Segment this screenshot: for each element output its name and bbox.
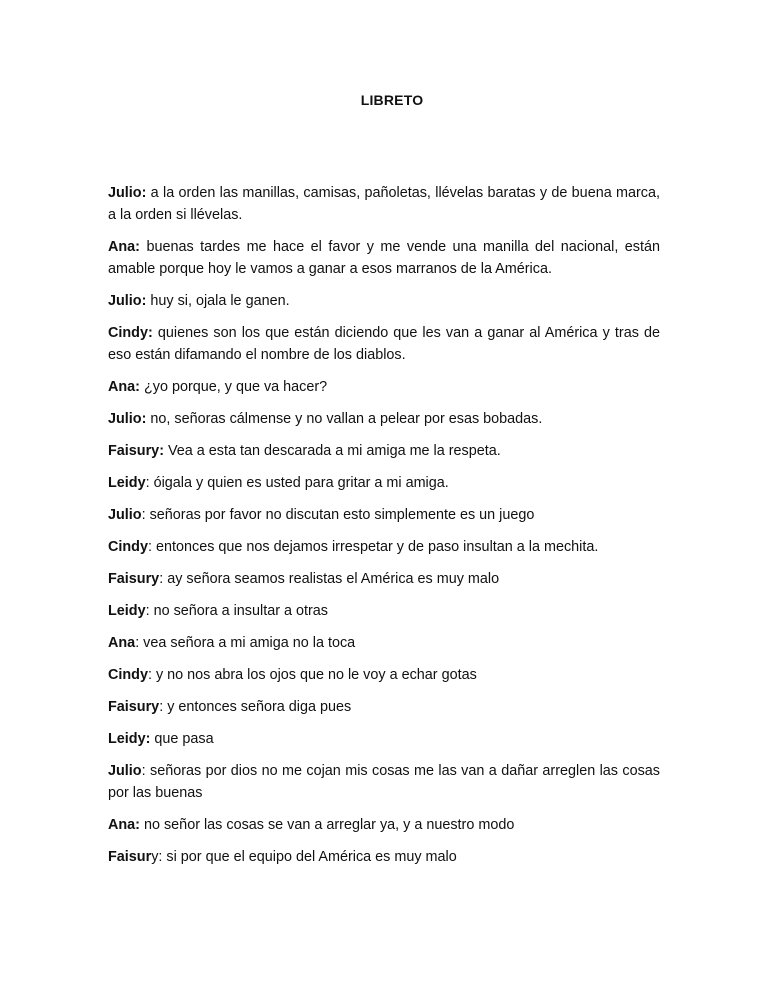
document-title-text: LIBRETO: [360, 92, 424, 108]
speaker-name: Ana:: [108, 379, 140, 395]
speaker-name: Leidy:: [108, 731, 151, 747]
dialogue-line: [108, 536, 660, 558]
dialogue-line: [108, 472, 660, 494]
dialogue-text: no, señoras cálmense y no vallan a pelear por esas bobadas.: [146, 411, 543, 427]
dialogue-line: [108, 408, 660, 430]
dialogue-text: no señor las cosas se van a arreglar ya, y a nuestro modo: [139, 817, 515, 833]
speaker-name: Leidy: [108, 475, 146, 491]
dialogue-text: : vea señora a mi amiga no la toca: [135, 635, 356, 651]
speaker-name: Faisury: [108, 699, 160, 715]
speaker-name: Faisury: [108, 571, 160, 587]
dialogue-line: [108, 728, 660, 750]
dialogue-text: ¿yo porque, y que va hacer?: [139, 379, 328, 395]
dialogue-text: : y no nos abra los ojos que no le voy a echar gotas: [147, 667, 477, 683]
dialogue-text: huy si, ojala le ganen.: [146, 293, 290, 309]
speaker-name: Ana: [108, 635, 136, 651]
dialogue-line: [108, 846, 660, 868]
dialogue-text: : óigala y quien es usted para gritar a mi amiga.: [145, 475, 449, 491]
dialogue-line: [108, 290, 660, 312]
dialogue-text: Vea a esta tan descarada a mi amiga me la respeta.: [163, 443, 501, 459]
dialogue-line: [108, 632, 660, 654]
dialogue-text: : ay señora seamos realistas el América es muy malo: [159, 571, 500, 587]
document-title: [0, 92, 768, 108]
dialogue-line: [108, 440, 660, 462]
speaker-name: Julio:: [108, 185, 147, 201]
speaker-name: Julio:: [108, 411, 147, 427]
dialogue-text: : entonces que nos dejamos irrespetar y de paso insultan a la mechita.: [147, 539, 599, 555]
dialogue-line: [108, 760, 660, 804]
speaker-name: Julio: [108, 763, 142, 779]
dialogue-text: quienes son los que están diciendo que les van a ganar al América y tras de eso están difamando el nombre de los diablos.: [108, 325, 660, 363]
dialogue-text: : señoras por dios no me cojan mis cosas me las van a dañar arreglen las cosas por las buenas: [108, 763, 660, 801]
dialogue-text: a la orden las manillas, camisas, pañoletas, llévelas baratas y de buena marca, a la orden si llévelas.: [108, 185, 660, 223]
dialogue-text: : señoras por favor no discutan esto simplemente es un juego: [141, 507, 535, 523]
dialogue-line: [108, 600, 660, 622]
dialogue-text: que pasa: [150, 731, 214, 747]
dialogue-line: [108, 504, 660, 526]
speaker-name: Leidy: [108, 603, 146, 619]
dialogue-line: [108, 376, 660, 398]
speaker-name: Julio:: [108, 293, 147, 309]
speaker-name: Cindy: [108, 667, 148, 683]
speaker-name: Ana:: [108, 239, 140, 255]
speaker-name: Cindy:: [108, 325, 153, 341]
dialogue-line: [108, 568, 660, 590]
speaker-name: Julio: [108, 507, 142, 523]
dialogue-text: : no señora a insultar a otras: [145, 603, 328, 619]
dialogue-text: y: si por que el equipo del América es muy malo: [151, 849, 457, 865]
speaker-name: Faisur: [108, 849, 152, 865]
script-body: [108, 182, 660, 878]
dialogue-line: [108, 696, 660, 718]
speaker-name: Faisury:: [108, 443, 164, 459]
dialogue-line: [108, 182, 660, 226]
dialogue-line: [108, 322, 660, 366]
dialogue-text: : y entonces señora diga pues: [159, 699, 352, 715]
speaker-name: Cindy: [108, 539, 148, 555]
dialogue-text: buenas tardes me hace el favor y me vende una manilla del nacional, están amable porque hoy le vamos a ganar a esos marranos de la América.: [108, 239, 660, 277]
dialogue-line: [108, 236, 660, 280]
speaker-name: Ana:: [108, 817, 140, 833]
dialogue-line: [108, 814, 660, 836]
dialogue-line: [108, 664, 660, 686]
